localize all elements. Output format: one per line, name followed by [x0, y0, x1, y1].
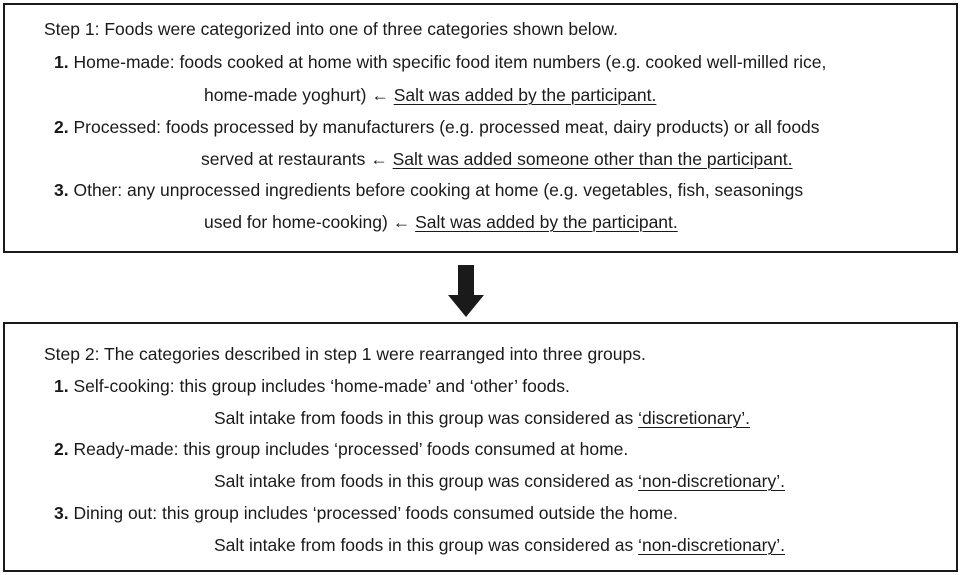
- step2-item-3-cont: [214, 534, 785, 556]
- step1-item-2-number: 2.: [54, 117, 69, 137]
- step1-item-1-cont: [204, 84, 656, 106]
- step2-item-2-cont: [214, 470, 785, 492]
- left-arrow-icon: ←: [392, 212, 411, 232]
- step1-item-1-text: Home-made: foods cooked at home with specific food item numbers (e.g. cooked well-milled rice,: [68, 52, 827, 72]
- step1-item-3-note: Salt was added by the participant.: [415, 212, 678, 232]
- step2-item-1: [54, 375, 570, 397]
- step2-item-2-number: 2.: [54, 439, 69, 459]
- step2-item-2-text: Ready-made: this group includes ‘processed’ foods consumed at home.: [68, 439, 629, 459]
- step1-item-3: [54, 179, 803, 201]
- step2-item-1-note: ‘discretionary’.: [638, 408, 750, 428]
- step1-item-3-text: Other: any unprocessed ingredients before cooking at home (e.g. vegetables, fish, seasonings: [68, 180, 804, 200]
- step1-item-2-text: Processed: foods processed by manufacturers (e.g. processed meat, dairy products) or all foods: [68, 117, 820, 137]
- step2-item-1-cont-text: Salt intake from foods in this group was considered as: [214, 408, 639, 428]
- step1-item-1: [54, 51, 826, 73]
- step2-item-1-cont: [214, 407, 750, 429]
- step1-item-2: [54, 116, 820, 138]
- step2-item-3-number: 3.: [54, 503, 69, 523]
- step2-item-2: [54, 438, 628, 460]
- step1-item-3-cont-text: used for home-cooking): [204, 212, 393, 232]
- step1-item-2-cont: [201, 148, 792, 170]
- step1-item-2-note: Salt was added someone other than the participant.: [392, 149, 793, 169]
- step2-item-3: [54, 502, 678, 524]
- step1-item-1-cont-text: home-made yoghurt): [204, 85, 372, 105]
- step1-item-3-number: 3.: [54, 180, 69, 200]
- step2-item-2-cont-text: Salt intake from foods in this group was considered as: [214, 471, 639, 491]
- step2-item-1-text: Self-cooking: this group includes ‘home-made’ and ‘other’ foods.: [68, 376, 570, 396]
- step1-item-3-cont: [204, 211, 678, 233]
- left-arrow-icon: ←: [371, 85, 389, 105]
- step2-item-1-number: 1.: [54, 376, 69, 396]
- step2-heading: Step 2: The categories described in step 1 were rearranged into three groups.: [44, 344, 646, 364]
- step1-item-1-note: Salt was added by the participant.: [393, 85, 657, 105]
- left-arrow-icon: ←: [370, 149, 388, 169]
- step2-item-3-cont-text: Salt intake from foods in this group was considered as: [214, 535, 639, 555]
- down-arrow-icon: [448, 265, 484, 317]
- step1-item-2-cont-text: served at restaurants: [201, 149, 371, 169]
- step2-item-2-note: ‘non-discretionary’.: [638, 471, 785, 491]
- step1-heading: Step 1: Foods were categorized into one of three categories shown below.: [44, 19, 618, 39]
- step2-item-3-note: ‘non-discretionary’.: [638, 535, 785, 555]
- step1-item-1-number: 1.: [54, 52, 69, 72]
- step2-item-3-text: Dining out: this group includes ‘processed’ foods consumed outside the home.: [68, 503, 678, 523]
